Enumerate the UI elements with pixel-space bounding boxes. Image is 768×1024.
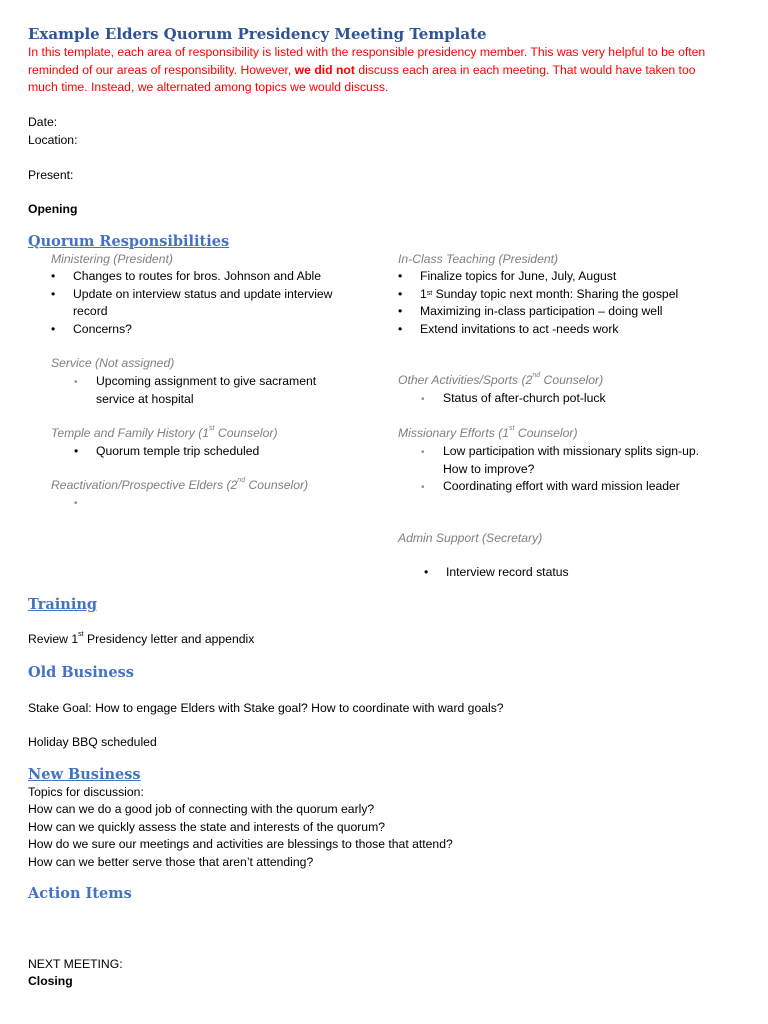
list-item: • Extend invitations to act -needs work [420, 321, 710, 339]
teaching-heading: In-Class Teaching (President) [398, 252, 559, 266]
action-items-heading: Action Items [28, 885, 132, 902]
list-item: • Status of after-church pot-luck [443, 390, 703, 408]
list-item: • Coordinating effort with ward mission leader [443, 478, 703, 496]
bullet-icon: • [398, 269, 403, 283]
admin-list [424, 564, 706, 582]
training-line: Review 1st Presidency letter and appendix [28, 631, 255, 646]
location-label: Location: [28, 133, 78, 147]
new-business-line: Topics for discussion: [28, 785, 144, 799]
list-item [74, 494, 346, 512]
training-heading: Training [28, 596, 98, 613]
list-item: • Low participation with missionary splits sign-up. How to improve? [421, 444, 700, 476]
new-business-heading: New Business [28, 766, 141, 783]
teaching-list [398, 268, 710, 338]
bullet-icon: • [74, 444, 79, 458]
bullet-icon: • [421, 394, 425, 405]
intro-text-1: In this template, each area of responsibility is listed with the responsible presidency member. This was very helpful to be often reminded of our areas of responsibility. However, [28, 45, 706, 77]
list-item: • Quorum temple trip scheduled [96, 443, 346, 461]
ministering-list [51, 268, 363, 338]
bullet-icon: • [421, 482, 425, 493]
temple-heading: Temple and Family History (1st Counselor) [51, 425, 278, 440]
quorum-heading: Quorum Responsibilities [28, 233, 230, 250]
list-item: • Update on interview status and update interview record [51, 286, 333, 318]
activities-list [421, 390, 703, 408]
ministering-heading: Ministering (President) [51, 252, 173, 266]
list-item: • 1st Sunday topic next month: Sharing the gospel [420, 286, 710, 304]
bullet-icon: • [398, 304, 403, 318]
present-label: Present: [28, 168, 74, 182]
list-item: • Finalize topics for June, July, August [420, 268, 710, 286]
list-item: • Concerns? [73, 321, 363, 339]
bullet-icon: • [421, 447, 425, 458]
new-business-line: How do we sure our meetings and activities are blessings to those that attend? [28, 837, 453, 851]
document-title: Example Elders Quorum Presidency Meeting Template [28, 25, 487, 43]
new-business-line: How can we quickly assess the state and interests of the quorum? [28, 820, 386, 834]
bullet-icon: • [74, 498, 78, 509]
opening-label: Opening [28, 202, 78, 216]
service-list [74, 373, 346, 408]
date-label: Date: [28, 115, 58, 129]
list-item: • Interview record status [446, 564, 706, 582]
list-item: • Upcoming assignment to give sacrament service at hospital [74, 374, 317, 406]
closing-label: Closing [28, 974, 73, 988]
bullet-icon: • [398, 321, 403, 336]
bullet-icon: • [74, 377, 78, 388]
new-business-line: How can we do a good job of connecting with the quorum early? [28, 802, 375, 816]
list-item: • Maximizing in-class participation – doing well [420, 303, 710, 321]
old-business-line-1: Stake Goal: How to engage Elders with Stake goal? How to coordinate with ward goals? [28, 701, 504, 715]
reactivation-list [74, 494, 346, 512]
next-meeting-label: NEXT MEETING: [28, 957, 123, 971]
bullet-icon: • [51, 269, 56, 283]
admin-heading: Admin Support (Secretary) [398, 531, 543, 545]
missionary-list [421, 443, 703, 496]
old-business-line-2: Holiday BBQ scheduled [28, 735, 157, 749]
intro-text-2: discuss each area in each meeting. That would have taken too much time. Instead, we alternated among topics we would discuss. [28, 62, 696, 94]
intro-note [28, 44, 718, 97]
new-business-line: How can we better serve those that aren’t attending? [28, 855, 314, 869]
old-business-heading: Old Business [28, 664, 134, 681]
bullet-icon: • [424, 565, 429, 579]
service-heading: Service (Not assigned) [51, 356, 175, 370]
bullet-icon: • [398, 286, 403, 301]
bullet-icon: • [51, 321, 56, 336]
bullet-icon: • [51, 286, 56, 301]
activities-heading: Other Activities/Sports (2nd Counselor) [398, 372, 604, 387]
reactivation-heading: Reactivation/Prospective Elders (2nd Counselor) [51, 477, 309, 492]
intro-bold: we did not [294, 62, 355, 77]
temple-list [74, 443, 346, 461]
list-item: • Changes to routes for bros. Johnson and Able [73, 268, 363, 286]
missionary-heading: Missionary Efforts (1st Counselor) [398, 425, 578, 440]
